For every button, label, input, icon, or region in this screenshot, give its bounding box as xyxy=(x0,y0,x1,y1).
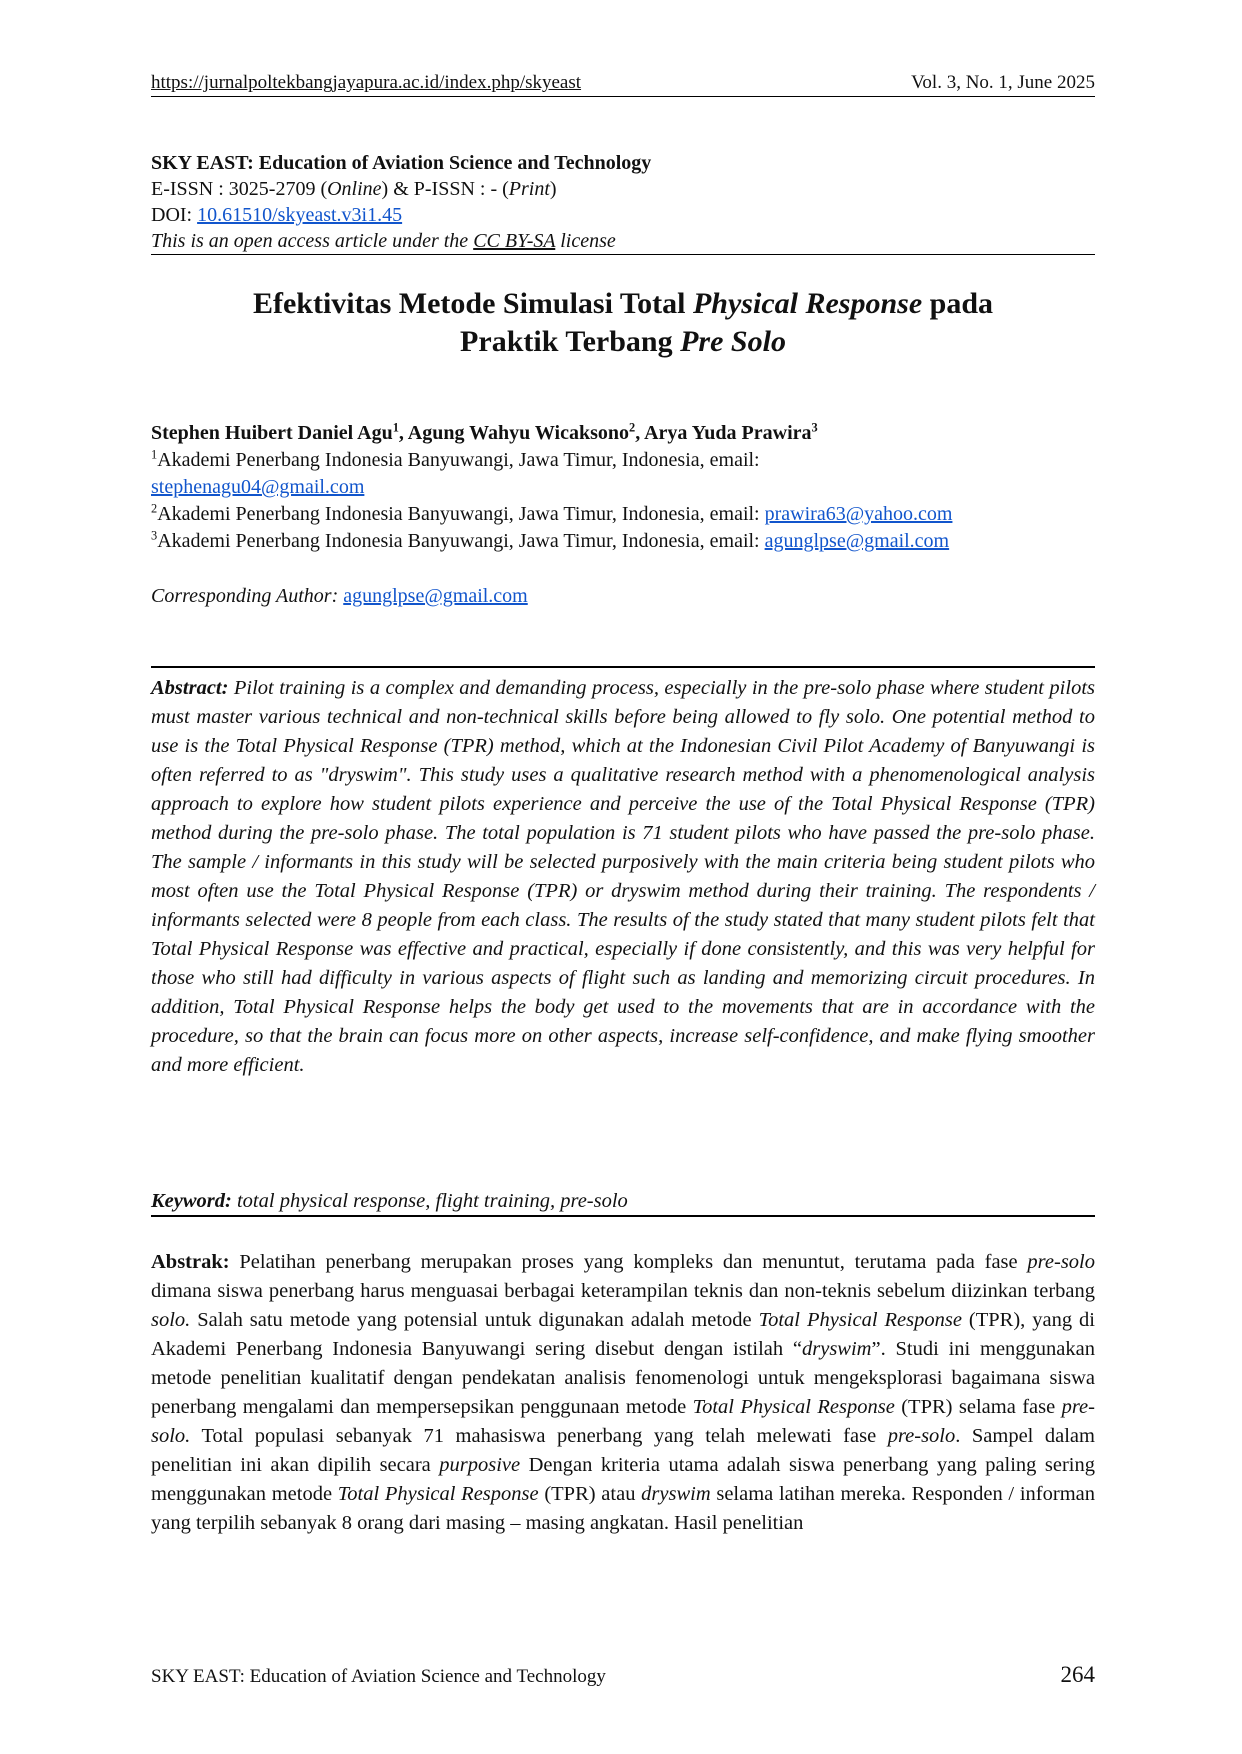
corresponding-label: Corresponding Author: xyxy=(151,585,344,607)
abstrak-i6: pre-solo. xyxy=(151,1396,1095,1447)
abstrak-t2: dimana siswa penerbang harus menguasai berbagai keterampilan teknis dan non-teknis sebelum diizinkan terbang xyxy=(151,1280,1095,1302)
title-line2-pre: Praktik Terbang xyxy=(460,325,681,358)
title-line1-post: pada xyxy=(922,287,994,320)
abstrak-t5: ”. Studi ini menggunakan metode penelitian kualitatif dengan pendekatan analisis fenomenologi untuk mengeksplorasi bagaimana siswa penerbang mengalami dan mempersepsikan penggunaan metode xyxy=(151,1338,1095,1418)
abstrak-i4: dryswim xyxy=(802,1338,872,1360)
email-3-link[interactable]: agunglpse@gmail.com xyxy=(764,530,950,552)
abstrak-t7: Total populasi sebanyak 71 mahasiswa penerbang yang telah melewati fase xyxy=(190,1425,888,1447)
title-line1-pre: Efektivitas Metode Simulasi Total xyxy=(252,287,693,320)
abstract-body: Pilot training is a complex and demanding process, especially in the pre-solo phase where student pilots must master various technical and non-technical skills before being allowed to fly solo. One potential method to use is the Total Physical Response (TPR) method, which at the Indonesian Civil Pilot Academy of Banyuwangi is often referred to as "dryswim". This study uses a qualitative research method with a phenomenological analysis approach to explore how student pilots experience and perceive the use of the Total Physical Response (TPR) method during the pre-solo phase. The total population is 71 student pilots who have passed the pre-solo phase. The sample / informants in this study will be selected purposively with the main criteria being student pilots who most often use the Total Physical Response (TPR) or dryswim method during their training. The respondents / informants selected were 8 people from each class. The results of the study stated that many student pilots felt that Total Physical Response was effective and practical, especially if done consistently, and this was very helpful for those who still had difficulty in various aspects of flight such as landing and memorizing circuit procedures. In addition, Total Physical Response helps the body get used to the movements that are in accordance with the procedure, so that the brain can focus more on other aspects, increase self-confidence, and make flying smoother and more efficient. xyxy=(151,677,1095,1076)
abstrak-t8: . Sampel dalam penelitian ini akan dipilih secara xyxy=(151,1425,1095,1476)
author-names xyxy=(151,420,1095,447)
author-3-sup: 3 xyxy=(811,420,818,435)
abstrak-i7: pre-solo xyxy=(887,1425,956,1447)
corresponding-author xyxy=(151,585,1095,608)
journal-name: SKY EAST: Education of Aviation Science and Technology xyxy=(151,152,652,174)
affiliation-1 xyxy=(151,447,1095,501)
keyword-line xyxy=(151,1190,1095,1217)
abstrak-t1: Pelatihan penerbang merupakan proses yang kompleks dan menuntut, terutama pada fase xyxy=(229,1251,1028,1273)
footer-journal: SKY EAST: Education of Aviation Science and Technology xyxy=(151,1666,606,1687)
abstrak-i2: solo. xyxy=(151,1309,191,1331)
abstract-text xyxy=(151,674,1095,1080)
license-pre: This is an open access article under the xyxy=(151,230,474,252)
affiliation-3 xyxy=(151,528,1095,555)
paper-title xyxy=(151,285,1095,361)
abstrak-i1: pre-solo xyxy=(1027,1251,1095,1273)
abstrak-t11: selama latihan mereka. Responden / informan yang terpilih sebanyak 8 orang dari masing – masing angkatan. Hasil penelitian xyxy=(151,1483,1095,1534)
corresponding-email-link[interactable]: agunglpse@gmail.com xyxy=(343,585,528,607)
author-3: , Arya Yuda Prawira xyxy=(635,422,812,444)
title-line2-italic: Pre Solo xyxy=(680,325,786,358)
issn-print: Print xyxy=(508,178,550,200)
author-block xyxy=(151,420,1095,555)
issn-prefix: E-ISSN : 3025-2709 ( xyxy=(151,178,328,200)
page-footer xyxy=(151,1662,1095,1688)
issn-suffix: ) xyxy=(549,178,557,200)
abstrak-i10: dryswim xyxy=(641,1483,711,1505)
journal-info xyxy=(151,150,1095,255)
affil-3-sup: 3 xyxy=(151,528,158,543)
abstrak-i9: Total Physical Response xyxy=(337,1483,539,1505)
abstrak-i5: Total Physical Response xyxy=(692,1396,895,1418)
abstract-section xyxy=(151,666,1095,1080)
doi-link[interactable]: 10.61510/skyeast.v3i1.45 xyxy=(197,204,403,226)
affil-1-text: Akademi Penerbang Indonesia Banyuwangi, Jawa Timur, Indonesia, email: xyxy=(157,449,760,471)
license-line xyxy=(151,228,1095,255)
email-1-link[interactable]: stephenagu04@gmail.com xyxy=(151,476,365,498)
issn-line xyxy=(151,176,1095,202)
affil-2-text: Akademi Penerbang Indonesia Banyuwangi, Jawa Timur, Indonesia, email: xyxy=(157,503,765,525)
affiliation-2 xyxy=(151,501,1095,528)
abstrak-t4: (TPR), yang di Akademi Penerbang Indonesia Banyuwangi sering disebut dengan istilah “ xyxy=(151,1309,1095,1360)
page-number: 264 xyxy=(1060,1662,1095,1687)
author-1: Stephen Huibert Daniel Agu xyxy=(151,422,393,444)
author-1-sup: 1 xyxy=(392,420,399,435)
abstrak-i3: Total Physical Response xyxy=(758,1309,962,1331)
license-post: license xyxy=(555,230,616,252)
affil-3-text: Akademi Penerbang Indonesia Banyuwangi, Jawa Timur, Indonesia, email: xyxy=(157,530,765,552)
abstrak-t10: (TPR) atau xyxy=(538,1483,642,1505)
doi-label: DOI: xyxy=(151,204,198,226)
doi-line xyxy=(151,202,1095,228)
abstrak-t3: Salah satu metode yang potensial untuk digunakan adalah metode xyxy=(190,1309,759,1331)
abstract-label: Abstract: xyxy=(151,677,229,699)
email-2-link[interactable]: prawira63@yahoo.com xyxy=(764,503,953,525)
keyword-label: Keyword: xyxy=(151,1190,232,1212)
license-link[interactable]: CC BY-SA xyxy=(473,230,556,252)
abstrak-label: Abstrak: xyxy=(151,1251,230,1273)
journal-url-link[interactable]: https://jurnalpoltekbangjayapura.ac.id/index.php/skyeast xyxy=(151,72,582,93)
author-2-sup: 2 xyxy=(629,420,636,435)
abstrak-section xyxy=(151,1248,1095,1538)
issn-online: Online xyxy=(327,178,382,200)
author-2: , Agung Wahyu Wicaksono xyxy=(398,422,630,444)
abstrak-i8: purposive xyxy=(439,1454,521,1476)
affil-1-sup: 1 xyxy=(151,447,158,462)
running-header xyxy=(151,72,1095,97)
issn-mid: ) & P-ISSN : - ( xyxy=(381,178,509,200)
affil-2-sup: 2 xyxy=(151,501,158,516)
abstrak-t9: Dengan kriteria utama adalah siswa penerbang yang paling sering menggunakan metode xyxy=(151,1454,1096,1505)
abstrak-t6: (TPR) selama fase xyxy=(894,1396,1062,1418)
title-line1-italic: Physical Response xyxy=(692,287,923,320)
volume-info: Vol. 3, No. 1, June 2025 xyxy=(911,72,1095,93)
keyword-text: total physical response, flight training, pre-solo xyxy=(231,1190,628,1212)
